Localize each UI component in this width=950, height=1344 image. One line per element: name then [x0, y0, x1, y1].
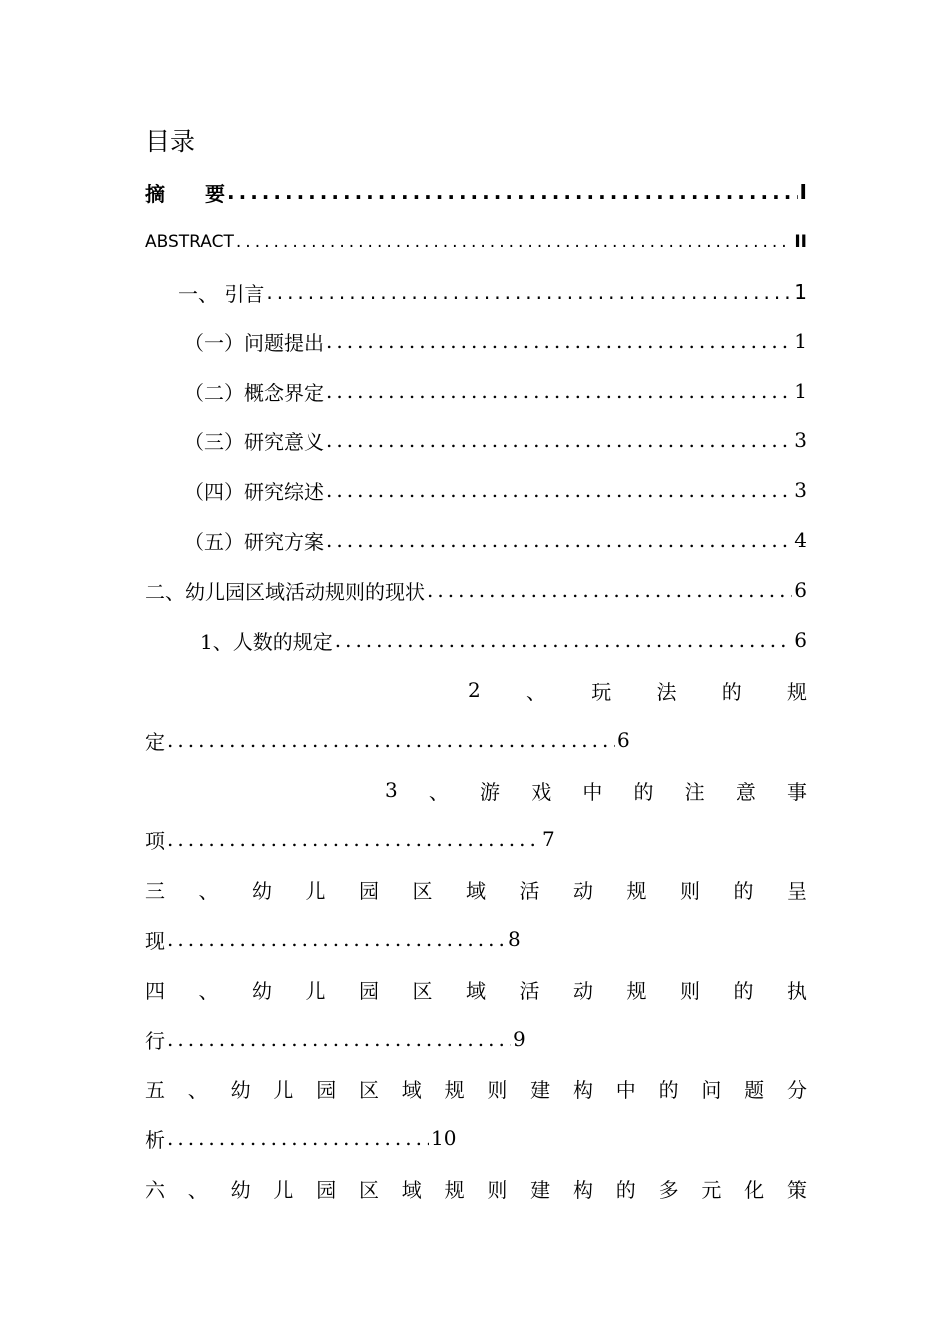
toc-char: 玩 — [591, 679, 612, 704]
toc-entry-page: 9 — [513, 1027, 526, 1051]
toc-entry-notes-line1[interactable] — [385, 770, 807, 810]
toc-char: 的 — [733, 878, 754, 903]
toc-char: 分 — [786, 1077, 807, 1102]
toc-char: 化 — [744, 1177, 765, 1202]
toc-char: 规 — [626, 878, 647, 903]
toc-leader-dots — [326, 478, 792, 502]
toc-char: 问 — [701, 1077, 722, 1102]
toc-leader-dots — [236, 232, 792, 252]
toc-char: 三 — [145, 878, 165, 903]
toc-entry-page: 6 — [794, 628, 807, 652]
toc-entry-notes-line2[interactable] — [145, 819, 555, 859]
toc-entry-page: 3 — [794, 428, 807, 452]
toc-char: 园 — [359, 878, 379, 903]
toc-leader-dots — [227, 180, 798, 204]
toc-char: 儿 — [273, 1177, 294, 1202]
toc-leader-dots — [335, 628, 793, 652]
toc-char: 园 — [316, 1077, 337, 1102]
toc-char: 、 — [198, 978, 219, 1003]
toc-entry-page: II — [794, 232, 807, 252]
toc-char: 规 — [444, 1177, 465, 1202]
toc-entry-execution-line1[interactable] — [145, 969, 807, 1009]
toc-leader-dots — [427, 578, 792, 602]
toc-entry-label: 二、幼儿园区域活动规则的现状 — [145, 579, 425, 604]
toc-char: 五 — [145, 1077, 165, 1102]
toc-leader-dots — [167, 927, 506, 951]
toc-char: 、 — [525, 679, 546, 704]
toc-char: 幼 — [230, 1077, 251, 1102]
toc-char: 中 — [615, 1077, 636, 1102]
toc-entry-problems-line1[interactable] — [145, 1068, 807, 1108]
toc-char: 幼 — [252, 878, 272, 903]
toc-entry-page: 6 — [617, 728, 630, 752]
toc-entry-label: 一、 引言 — [178, 281, 265, 306]
toc-entry-label: （三）研究意义 — [184, 429, 324, 454]
toc-entry-strategies-line1[interactable] — [145, 1168, 807, 1208]
toc-entry-concept[interactable] — [184, 371, 807, 411]
toc-char: 规 — [786, 679, 807, 704]
toc-entry-intro[interactable] — [178, 272, 807, 312]
toc-char: 幼 — [230, 1177, 251, 1202]
toc-entry-label-tail: 定 — [145, 729, 165, 754]
toc-entry-prefix: 摘 — [145, 181, 165, 206]
toc-entry-page: 1 — [794, 329, 807, 353]
toc-char: 策 — [786, 1177, 807, 1202]
toc-char: 四 — [145, 978, 165, 1003]
toc-entry-label-tail: 行 — [145, 1028, 165, 1053]
toc-leader-dots — [167, 1126, 429, 1150]
toc-char: 则 — [680, 978, 700, 1003]
toc-char: 园 — [359, 978, 379, 1003]
toc-char: 建 — [530, 1177, 551, 1202]
toc-entry-page: 10 — [431, 1126, 457, 1150]
toc-entry-label-tail: 析 — [145, 1127, 165, 1152]
toc-char: 域 — [401, 1077, 422, 1102]
toc-char: 园 — [316, 1177, 337, 1202]
toc-char: 、 — [198, 878, 219, 903]
toc-entry-page: 1 — [794, 280, 807, 304]
toc-char: 则 — [487, 1177, 508, 1202]
toc-char: 事 — [786, 779, 807, 804]
toc-char: 的 — [658, 1077, 679, 1102]
toc-char: 意 — [735, 779, 756, 804]
toc-entry-plan[interactable] — [184, 520, 807, 560]
toc-entry-gameplay-line1[interactable] — [468, 670, 807, 710]
toc-entry-presentation-line1[interactable] — [145, 869, 807, 909]
toc-char: 执 — [787, 978, 807, 1003]
toc-char: 域 — [401, 1177, 422, 1202]
toc-char: 题 — [744, 1077, 765, 1102]
toc-entry-label: （二）概念界定 — [184, 380, 324, 405]
toc-entry-problems-line2[interactable] — [145, 1118, 456, 1158]
toc-entry-label: 1、人数的规定 — [200, 629, 333, 654]
toc-char: 的 — [633, 779, 654, 804]
toc-char: 则 — [680, 878, 700, 903]
toc-char: 则 — [487, 1077, 508, 1102]
toc-leader-dots — [167, 827, 540, 851]
toc-leader-dots — [167, 728, 615, 752]
toc-entry-label-tail: 现 — [145, 928, 165, 953]
toc-char: 的 — [733, 978, 754, 1003]
toc-entry-abstract-en[interactable] — [145, 222, 807, 262]
toc-char: 的 — [615, 1177, 636, 1202]
toc-entry-presentation-line2[interactable] — [145, 919, 521, 959]
toc-leader-dots — [167, 1027, 511, 1051]
toc-leader-dots — [326, 329, 792, 353]
toc-entry-page: 8 — [508, 927, 521, 951]
toc-leader-dots — [326, 379, 792, 403]
toc-entry-page: 4 — [794, 528, 807, 552]
toc-char: 游 — [480, 779, 501, 804]
toc-entry-problem[interactable] — [184, 321, 807, 361]
toc-entry-significance[interactable] — [184, 420, 807, 460]
toc-title: 目录 — [145, 127, 196, 156]
toc-entry-label: （四）研究综述 — [184, 479, 324, 504]
toc-char: 活 — [519, 978, 540, 1003]
toc-char: 儿 — [273, 1077, 294, 1102]
toc-char: 六 — [145, 1177, 165, 1202]
toc-entry-label: （五）研究方案 — [184, 529, 324, 554]
toc-char: 的 — [721, 679, 742, 704]
toc-char: 、 — [428, 779, 449, 804]
toc-entry-label: ABSTRACT — [145, 232, 234, 252]
toc-entry-page: 6 — [794, 578, 807, 602]
toc-char: 动 — [573, 878, 593, 903]
toc-char: 元 — [701, 1177, 722, 1202]
toc-char: 区 — [358, 1077, 379, 1102]
toc-char: 区 — [358, 1177, 379, 1202]
toc-char: 、 — [187, 1077, 208, 1102]
toc-char: 法 — [656, 679, 677, 704]
toc-char: 区 — [412, 978, 433, 1003]
toc-char: 动 — [573, 978, 593, 1003]
toc-char: 区 — [412, 878, 433, 903]
toc-leader-dots — [326, 528, 792, 552]
toc-char: 、 — [187, 1177, 208, 1202]
toc-char: 建 — [530, 1077, 551, 1102]
toc-char: 域 — [466, 878, 486, 903]
toc-char: 呈 — [787, 878, 807, 903]
toc-entry-status[interactable] — [145, 570, 807, 610]
toc-entry-page: 3 — [794, 478, 807, 502]
toc-char: 3 — [385, 778, 398, 802]
toc-char: 注 — [684, 779, 705, 804]
toc-entry-label-tail: 项 — [145, 828, 165, 853]
toc-entry-execution-line2[interactable] — [145, 1019, 526, 1059]
toc-entry-page: 1 — [794, 379, 807, 403]
toc-char: 中 — [582, 779, 603, 804]
toc-entry-abstract-cn[interactable] — [145, 172, 807, 212]
toc-char: 规 — [626, 978, 647, 1003]
toc-entry-page: I — [799, 180, 807, 204]
toc-char: 幼 — [252, 978, 272, 1003]
toc-entry-review[interactable] — [184, 470, 807, 510]
toc-char: 儿 — [305, 978, 326, 1003]
toc-char: 构 — [572, 1077, 593, 1102]
toc-leader-dots — [266, 280, 792, 304]
toc-char: 2 — [468, 678, 481, 702]
toc-entry-label: （一）问题提出 — [184, 330, 324, 355]
toc-char: 活 — [519, 878, 540, 903]
toc-char: 构 — [572, 1177, 593, 1202]
toc-char: 戏 — [531, 779, 552, 804]
toc-entry-label: 要 — [205, 181, 225, 206]
toc-entry-page: 7 — [542, 827, 555, 851]
toc-entry-gameplay-line2[interactable] — [145, 720, 630, 760]
toc-leader-dots — [326, 428, 792, 452]
toc-char: 多 — [658, 1177, 679, 1202]
toc-char: 域 — [466, 978, 486, 1003]
toc-entry-headcount[interactable] — [200, 620, 807, 660]
toc-char: 规 — [444, 1077, 465, 1102]
toc-char: 儿 — [305, 878, 326, 903]
